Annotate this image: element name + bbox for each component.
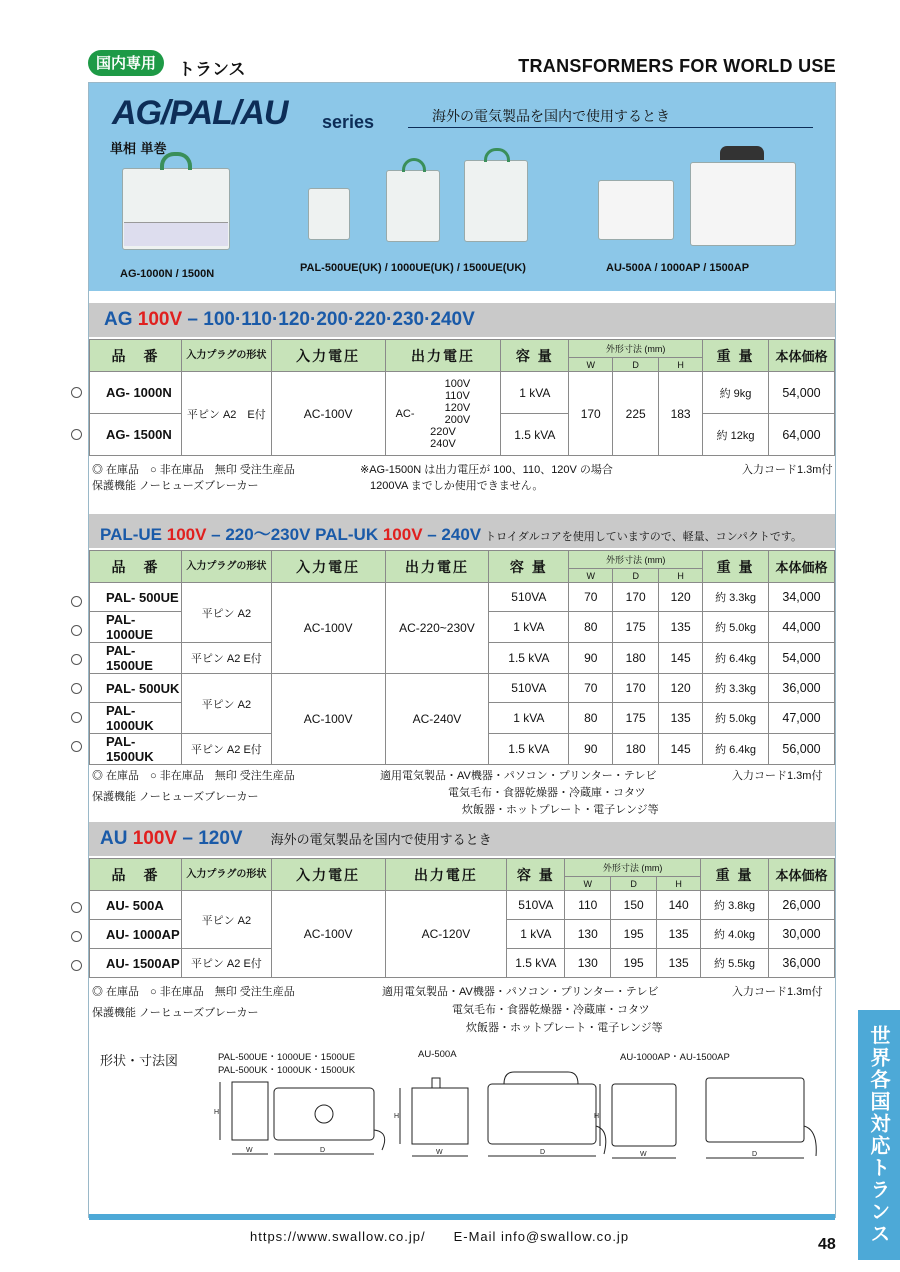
- th-input: 入力電圧: [271, 551, 385, 583]
- stock-mark: [71, 596, 82, 607]
- th-h: H: [659, 569, 703, 583]
- dimension-drawings: [200, 1070, 840, 1180]
- th-model: 品 番: [90, 340, 182, 372]
- th-weight: 重 量: [703, 551, 769, 583]
- h-cell: 120: [659, 674, 703, 703]
- th-output: 出力電圧: [385, 859, 507, 891]
- au500-front-outline: [412, 1088, 468, 1144]
- th-d: D: [611, 877, 657, 891]
- th-capacity: 容 量: [507, 859, 565, 891]
- sidebar-tab: 世界各国対応トランス: [858, 1010, 900, 1260]
- h-cell: 145: [659, 643, 703, 674]
- stock-mark: [71, 960, 82, 971]
- domestic-badge: 国内専用: [88, 50, 164, 76]
- table-row: [90, 583, 835, 612]
- weight-cell: 約 5.5kg: [701, 949, 769, 978]
- weight-cell: 約 3.3kg: [703, 674, 769, 703]
- au500-handle: [504, 1072, 578, 1084]
- ag-spec-table: [89, 339, 835, 456]
- plug-cell: 平ピン A2 E付: [181, 643, 271, 674]
- th-capacity: 容 量: [489, 551, 569, 583]
- th-w: W: [569, 358, 613, 372]
- series-title: AG/PAL/AU: [112, 94, 288, 132]
- weight-cell: 約 6.4kg: [703, 734, 769, 765]
- th-weight: 重 量: [701, 859, 769, 891]
- input-cell: AC-100V: [271, 674, 385, 765]
- header-title-en: TRANSFORMERS FOR WORLD USE: [518, 56, 836, 76]
- th-model: 品 番: [90, 551, 182, 583]
- pal-cord: 入力コード1.3m付: [732, 770, 823, 782]
- th-w: W: [569, 569, 613, 583]
- pal-apps1: 適用電気製品・AV機器・パソコン・プリンター・テレビ: [380, 770, 657, 782]
- pal-front-outline: [232, 1082, 268, 1140]
- au500-knob: [432, 1078, 440, 1088]
- dim-h-pal: H: [214, 1109, 220, 1116]
- stock-mark: [71, 902, 82, 913]
- d-cell: 180: [613, 734, 659, 765]
- pal-1000-image: [386, 170, 440, 242]
- model-cell: AU- 1000AP: [90, 920, 182, 949]
- input-cell: AC-100V: [271, 372, 385, 456]
- w-cell: 80: [569, 703, 613, 734]
- th-plug: 入力プラグの形状: [181, 551, 271, 583]
- price-cell: 34,000: [769, 583, 835, 612]
- th-price: 本体価格: [769, 551, 835, 583]
- th-input: 入力電圧: [271, 859, 385, 891]
- ag-protect: 保護機能 ノーヒューズブレーカー: [92, 480, 259, 492]
- pal-500-image: [308, 188, 350, 240]
- ag-outlets: [124, 222, 228, 246]
- capacity-cell: 510VA: [489, 674, 569, 703]
- model-cell: PAL- 1500UK: [90, 734, 182, 765]
- ag-remark1: ※AG-1500N は出力電圧が 100、110、120V の場合: [360, 464, 613, 476]
- capacity-cell: 1 kVA: [489, 612, 569, 643]
- weight-cell: 約 9kg: [703, 372, 769, 414]
- pal-legend: ◎ 在庫品 ○ 非在庫品 無印 受注生産品: [92, 770, 295, 782]
- h-cell: 135: [659, 703, 703, 734]
- table-row: [90, 674, 835, 703]
- footer-contact: [250, 1226, 629, 1245]
- d-cell: 195: [611, 920, 657, 949]
- th-price: 本体価格: [768, 859, 834, 891]
- pal-cord: [374, 1130, 385, 1150]
- d-cell: 195: [611, 949, 657, 978]
- capacity-cell: 1.5 kVA: [507, 949, 565, 978]
- stock-mark: [71, 931, 82, 942]
- d-cell: 175: [613, 612, 659, 643]
- d-cell: 170: [613, 674, 659, 703]
- price-cell: 56,000: [769, 734, 835, 765]
- price-cell: 44,000: [769, 612, 835, 643]
- au500-cord: [596, 1126, 606, 1154]
- th-dims: 外形寸法 (mm): [565, 859, 701, 877]
- d-cell: 175: [613, 703, 659, 734]
- footer-email[interactable]: E-Mail info@swallow.co.jp: [453, 1229, 630, 1244]
- h-cell: 135: [659, 612, 703, 643]
- th-capacity: 容 量: [501, 340, 569, 372]
- pal-protect: 保護機能 ノーヒューズブレーカー: [92, 791, 259, 803]
- weight-cell: 約 5.0kg: [703, 612, 769, 643]
- table-row: [90, 372, 835, 414]
- output-cell: AC-220~230V: [385, 583, 489, 674]
- output-cell: AC-120V: [385, 891, 507, 978]
- stock-mark: [71, 429, 82, 440]
- model-cell: PAL- 500UK: [90, 674, 182, 703]
- au1000-side-outline: [706, 1078, 804, 1142]
- th-h: H: [659, 358, 703, 372]
- au-apps3: 炊飯器・ホットプレート・電子レンジ等: [466, 1022, 663, 1034]
- ag-remark2: 1200VA までしか使用できません。: [370, 480, 544, 492]
- weight-cell: 約 5.0kg: [703, 703, 769, 734]
- drawing-label-au1000: AU-1000AP・AU-1500AP: [620, 1052, 730, 1063]
- th-d: D: [613, 569, 659, 583]
- d-cell: 150: [611, 891, 657, 920]
- au-apps2: 電気毛布・食器乾燥器・冷蔵庫・コタツ: [452, 1004, 650, 1016]
- weight-cell: 約 6.4kg: [703, 643, 769, 674]
- h-cell: 135: [657, 920, 701, 949]
- ag-legend: ◎ 在庫品 ○ 非在庫品 無印 受注生産品: [92, 464, 295, 476]
- caption-ag: AG-1000N / 1500N: [120, 268, 215, 280]
- model-cell: AU- 500A: [90, 891, 182, 920]
- w-cell: 110: [565, 891, 611, 920]
- plug-cell: 平ピン A2 E付: [181, 734, 271, 765]
- capacity-cell: 1 kVA: [507, 920, 565, 949]
- capacity-cell: 510VA: [507, 891, 565, 920]
- dim-w-au500: W: [436, 1149, 443, 1156]
- model-cell: PAL- 1000UK: [90, 703, 182, 734]
- capacity-cell: 1.5 kVA: [489, 643, 569, 674]
- drawing-label-pal-uk: PAL-500UK・1000UK・1500UK: [218, 1065, 356, 1076]
- w-cell: 70: [569, 674, 613, 703]
- stock-mark: [71, 741, 82, 752]
- au-500-image: [598, 180, 674, 240]
- caption-pal: PAL-500UE(UK) / 1000UE(UK) / 1500UE(UK): [300, 262, 526, 274]
- model-cell: AU- 1500AP: [90, 949, 182, 978]
- h-cell: 135: [657, 949, 701, 978]
- w-cell: 70: [569, 583, 613, 612]
- hero-subtitle: 単相 単巻: [110, 142, 167, 157]
- plug-cell: 平ピン A2: [181, 891, 271, 949]
- stock-mark: [71, 625, 82, 636]
- plug-cell: 平ピン A2: [181, 674, 271, 734]
- dim-d-pal: D: [320, 1147, 326, 1154]
- th-dims: 外形寸法 (mm): [569, 340, 703, 358]
- caption-au: AU-500A / 1000AP / 1500AP: [606, 262, 750, 274]
- header-title-ja: トランス: [178, 60, 246, 80]
- price-cell: 36,000: [769, 674, 835, 703]
- d-cell: 225: [613, 372, 659, 456]
- bottom-accent-line: [89, 1214, 835, 1220]
- d-cell: 180: [613, 643, 659, 674]
- au-apps1: 適用電気製品・AV機器・パソコン・プリンター・テレビ: [382, 986, 659, 998]
- page-number: 48: [818, 1236, 836, 1253]
- output-cell: AC- 100V 110V 120V 200V 220V 240V: [385, 372, 501, 456]
- w-cell: 170: [569, 372, 613, 456]
- w-cell: 130: [565, 949, 611, 978]
- au-spec-table: [89, 858, 835, 978]
- th-plug: 入力プラグの形状: [181, 340, 271, 372]
- au-1000-image: [690, 162, 796, 246]
- th-d: D: [613, 358, 659, 372]
- stock-mark: [71, 654, 82, 665]
- model-cell: PAL- 1000UE: [90, 612, 182, 643]
- output-cell: AC-240V: [385, 674, 489, 765]
- au1000-front-outline: [612, 1084, 676, 1146]
- price-cell: 30,000: [768, 920, 834, 949]
- drawings-title: 形状・寸法図: [100, 1054, 179, 1069]
- price-cell: 47,000: [769, 703, 835, 734]
- dim-d-au1000: D: [752, 1151, 758, 1158]
- dim-h-au1000: H: [594, 1113, 600, 1120]
- hero-tagline: 海外の電気製品を国内で使用するとき: [432, 109, 670, 125]
- dim-w-au1000: W: [640, 1151, 647, 1158]
- w-cell: 80: [569, 612, 613, 643]
- th-input: 入力電圧: [271, 340, 385, 372]
- drawing-label-au500: AU-500A: [418, 1049, 457, 1060]
- price-cell: 26,000: [768, 891, 834, 920]
- au500-side-outline: [488, 1084, 596, 1144]
- th-output: 出力電圧: [385, 340, 501, 372]
- pal-side-outline: [274, 1088, 374, 1140]
- weight-cell: 約 12kg: [703, 414, 769, 456]
- au-handle: [720, 146, 764, 160]
- capacity-cell: 1 kVA: [501, 372, 569, 414]
- model-cell: PAL- 1500UE: [90, 643, 182, 674]
- au-cord: 入力コード1.3m付: [732, 986, 823, 998]
- w-cell: 130: [565, 920, 611, 949]
- pal-apps3: 炊飯器・ホットプレート・電子レンジ等: [462, 804, 659, 816]
- ag-cord: 入力コード1.3m付: [742, 464, 833, 476]
- d-cell: 170: [613, 583, 659, 612]
- ag-handle: [160, 152, 192, 170]
- footer-url[interactable]: https://www.swallow.co.jp/: [250, 1229, 426, 1244]
- input-cell: AC-100V: [271, 583, 385, 674]
- pal-section-title: PAL-UE 100V – 220～230V PAL-UK 100V – 240V トロイダルコアを使用していますので、軽量、コンパクトです。: [100, 525, 802, 544]
- weight-cell: 約 4.0kg: [701, 920, 769, 949]
- th-model: 品 番: [90, 859, 182, 891]
- plug-cell: 平ピン A2 E付: [181, 372, 271, 456]
- weight-cell: 約 3.3kg: [703, 583, 769, 612]
- h-cell: 140: [657, 891, 701, 920]
- model-cell: AG- 1000N: [90, 372, 182, 414]
- th-output: 出力電圧: [385, 551, 489, 583]
- au-section-title: AU 100V – 120V 海外の電気製品を国内で使用するとき: [100, 828, 492, 849]
- dim-h-au500: H: [394, 1113, 400, 1120]
- stock-mark: [71, 683, 82, 694]
- th-weight: 重 量: [703, 340, 769, 372]
- w-cell: 90: [569, 643, 613, 674]
- price-cell: 64,000: [768, 414, 834, 456]
- au-protect: 保護機能 ノーヒューズブレーカー: [92, 1007, 259, 1019]
- w-cell: 90: [569, 734, 613, 765]
- au1000-cord: [804, 1126, 816, 1156]
- input-cell: AC-100V: [271, 891, 385, 978]
- dim-w-pal: W: [246, 1147, 253, 1154]
- capacity-cell: 1 kVA: [489, 703, 569, 734]
- au-legend: ◎ 在庫品 ○ 非在庫品 無印 受注生産品: [92, 986, 295, 998]
- capacity-cell: 510VA: [489, 583, 569, 612]
- stock-mark: [71, 712, 82, 723]
- table-row: [90, 891, 835, 920]
- price-cell: 36,000: [768, 949, 834, 978]
- capacity-cell: 1.5 kVA: [489, 734, 569, 765]
- h-cell: 145: [659, 734, 703, 765]
- th-w: W: [565, 877, 611, 891]
- th-h: H: [657, 877, 701, 891]
- th-dims: 外形寸法 (mm): [569, 551, 703, 569]
- th-price: 本体価格: [768, 340, 834, 372]
- ag-section-title: AG 100V – 100·110·120·200·220·230·240V: [104, 309, 475, 330]
- pal-1500-image: [464, 160, 528, 242]
- series-word: series: [322, 112, 375, 132]
- pal-apps2: 電気毛布・食器乾燥器・冷蔵庫・コタツ: [448, 787, 646, 799]
- weight-cell: 約 3.8kg: [701, 891, 769, 920]
- pal-spec-table: [89, 550, 835, 765]
- price-cell: 54,000: [769, 643, 835, 674]
- capacity-cell: 1.5 kVA: [501, 414, 569, 456]
- pal-socket: [315, 1105, 333, 1123]
- stock-mark: [71, 387, 82, 398]
- dim-d-au500: D: [540, 1149, 546, 1156]
- h-cell: 183: [659, 372, 703, 456]
- plug-cell: 平ピン A2 E付: [181, 949, 271, 978]
- hero-divider: [408, 127, 813, 128]
- th-plug: 入力プラグの形状: [181, 859, 271, 891]
- h-cell: 120: [659, 583, 703, 612]
- price-cell: 54,000: [768, 372, 834, 414]
- model-cell: AG- 1500N: [90, 414, 182, 456]
- model-cell: PAL- 500UE: [90, 583, 182, 612]
- plug-cell: 平ピン A2: [181, 583, 271, 643]
- drawing-label-pal-ue: PAL-500UE・1000UE・1500UE: [218, 1052, 356, 1063]
